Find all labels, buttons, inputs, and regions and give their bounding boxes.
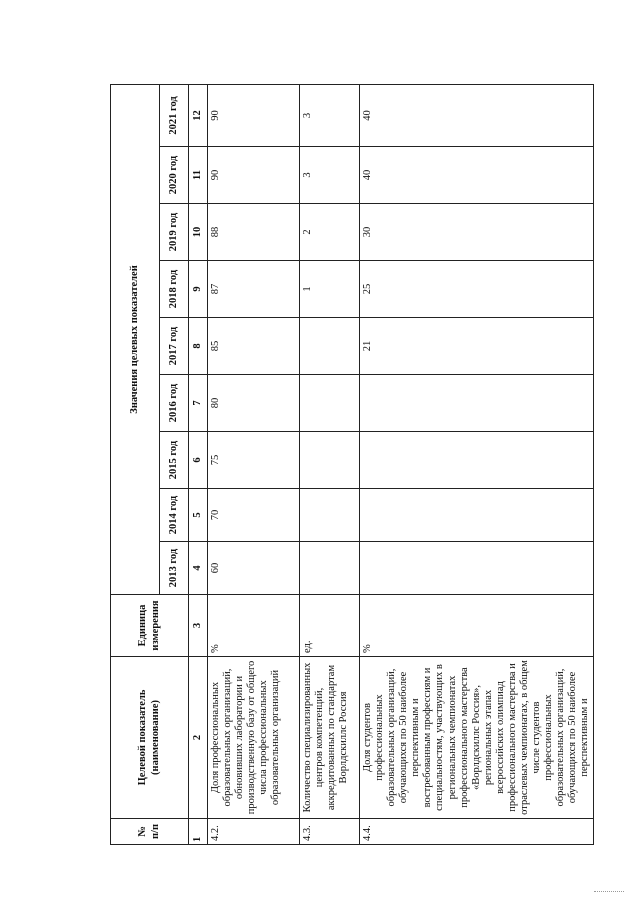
value-cell: 87	[208, 261, 300, 318]
indicator-name: Количество специализированных центров компетенций, аккредитованных по стандартам Ворлдскиллс Россия	[300, 657, 360, 819]
column-number: 6	[189, 432, 208, 489]
value-cell: 2	[300, 204, 360, 261]
table-row	[208, 84, 300, 844]
column-number: 1	[189, 819, 208, 845]
indicator-name: Доля студентов профессиональных образовательных организаций, обучающихся по 50 наиболее перспективным и востребованным профессиям и специальностям, участвующих в региональных чемпионатах профессионального мастерства «Ворлдскиллс Россия», региональных этапах всероссийских олимпиад профессионального мастерства и отраслевых чемпионатах, в общем числе студентов профессиональных образовательных организаций, обучающихся по 50 наиболее перспективным и	[360, 657, 594, 819]
column-number: 5	[189, 489, 208, 542]
indicator-unit: %	[360, 595, 594, 657]
indicators-table	[110, 84, 594, 845]
scan-artifact	[594, 891, 624, 893]
header-values-group: Значения целевых показателей	[111, 84, 160, 594]
value-cell	[360, 432, 594, 489]
column-number: 7	[189, 375, 208, 432]
header-year: 2013 год	[160, 542, 189, 595]
value-cell: 90	[208, 147, 300, 204]
column-number: 10	[189, 204, 208, 261]
indicator-name: Доля профессиональных образовательных организаций, обновивших лаборатории и производственную базу от общего числа профессиональных образовательных организаций	[208, 657, 300, 819]
value-cell	[300, 375, 360, 432]
column-number: 3	[189, 595, 208, 657]
column-number-row	[189, 84, 208, 844]
header-year: 2014 год	[160, 489, 189, 542]
value-cell: 1	[300, 261, 360, 318]
value-cell: 25	[360, 261, 594, 318]
value-cell	[360, 375, 594, 432]
header-year: 2015 год	[160, 432, 189, 489]
header-year: 2020 год	[160, 147, 189, 204]
value-cell: 70	[208, 489, 300, 542]
value-cell	[300, 432, 360, 489]
row-number: 4.3.	[300, 819, 360, 845]
column-number: 9	[189, 261, 208, 318]
value-cell: 3	[300, 84, 360, 146]
header-year: 2017 год	[160, 318, 189, 375]
column-number: 8	[189, 318, 208, 375]
value-cell: 90	[208, 84, 300, 146]
value-cell: 60	[208, 542, 300, 595]
value-cell	[300, 489, 360, 542]
row-number: 4.4.	[360, 819, 594, 845]
header-unit: Единица измерения	[111, 595, 189, 657]
column-number: 4	[189, 542, 208, 595]
value-cell	[300, 318, 360, 375]
table-row	[300, 84, 360, 844]
column-number: 2	[189, 657, 208, 819]
header-year: 2018 год	[160, 261, 189, 318]
header-year: 2016 год	[160, 375, 189, 432]
value-cell: 75	[208, 432, 300, 489]
value-cell: 88	[208, 204, 300, 261]
value-cell: 3	[300, 147, 360, 204]
column-number: 11	[189, 147, 208, 204]
value-cell: 40	[360, 84, 594, 146]
table-row	[360, 84, 594, 844]
value-cell	[360, 542, 594, 595]
value-cell: 40	[360, 147, 594, 204]
row-number: 4.2.	[208, 819, 300, 845]
header-year: 2019 год	[160, 204, 189, 261]
indicator-unit: %	[208, 595, 300, 657]
rotated-page	[110, 85, 591, 845]
column-number: 12	[189, 84, 208, 146]
value-cell	[360, 489, 594, 542]
indicator-unit: ед.	[300, 595, 360, 657]
value-cell: 85	[208, 318, 300, 375]
value-cell: 80	[208, 375, 300, 432]
header-row-number: № п/п	[111, 819, 189, 845]
header-year: 2021 год	[160, 84, 189, 146]
value-cell	[300, 542, 360, 595]
value-cell: 21	[360, 318, 594, 375]
value-cell: 30	[360, 204, 594, 261]
header-indicator-name: Целевой показатель (наименование)	[111, 657, 189, 819]
